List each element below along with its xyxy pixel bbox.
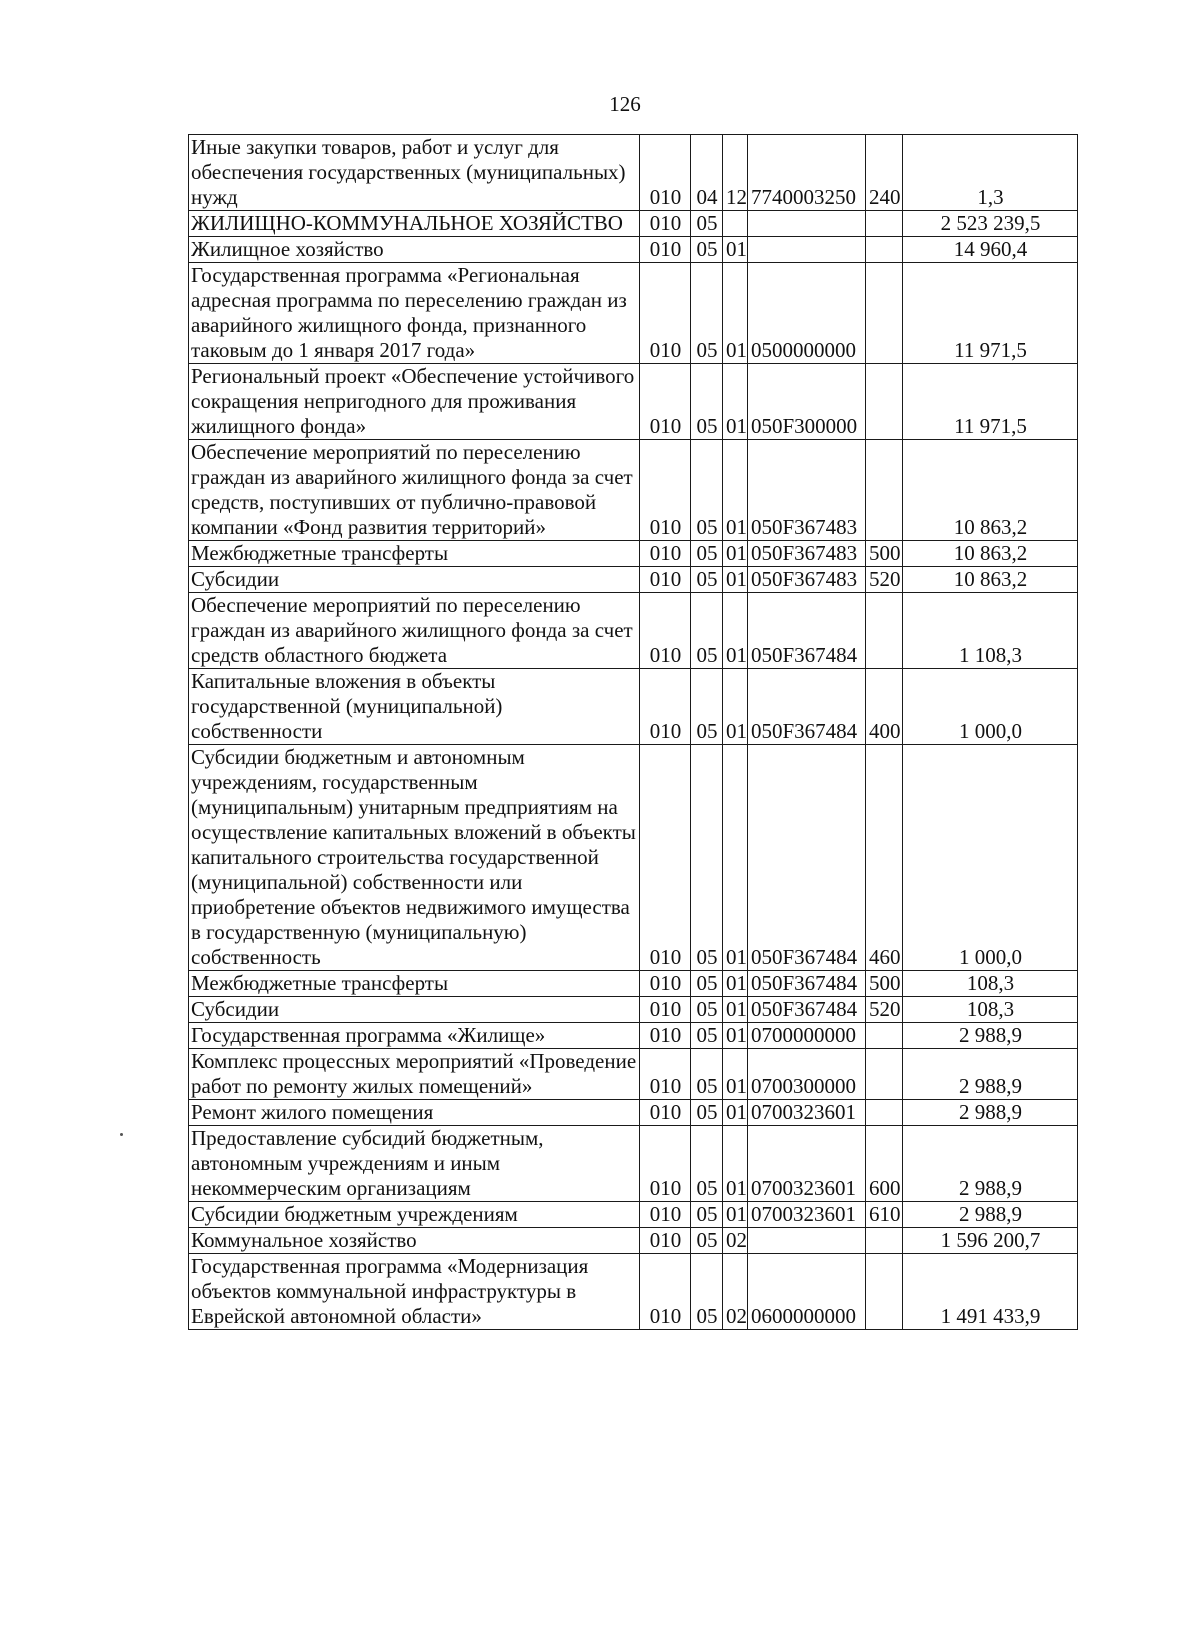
cell-expense-type-code: 460 — [866, 745, 903, 971]
cell-expense-type-code: 500 — [866, 541, 903, 567]
cell-target-code: 0700323601 — [748, 1126, 866, 1202]
cell-expense-type-code: 520 — [866, 567, 903, 593]
cell-amount: 2 988,9 — [903, 1023, 1078, 1049]
table-row — [189, 1023, 1078, 1049]
cell-name: Обеспечение мероприятий по переселению граждан из аварийного жилищного фонда за счет средств, поступивших от публично-правовой компании «Фонд развития территорий» — [189, 440, 640, 541]
cell-ministry-code: 010 — [640, 1126, 691, 1202]
cell-ministry-code: 010 — [640, 997, 691, 1023]
cell-section-code: 05 — [691, 263, 723, 364]
cell-section-code: 05 — [691, 567, 723, 593]
cell-expense-type-code: 240 — [866, 135, 903, 211]
cell-section-code: 05 — [691, 1100, 723, 1126]
cell-target-code: 0700000000 — [748, 1023, 866, 1049]
cell-amount: 1 108,3 — [903, 593, 1078, 669]
table-row — [189, 211, 1078, 237]
cell-name: Государственная программа «Жилище» — [189, 1023, 640, 1049]
cell-section-code: 05 — [691, 1126, 723, 1202]
cell-subsection-code: 01 — [723, 1126, 748, 1202]
cell-section-code: 05 — [691, 997, 723, 1023]
cell-target-code: 0700323601 — [748, 1100, 866, 1126]
cell-section-code: 05 — [691, 1049, 723, 1100]
cell-expense-type-code — [866, 1228, 903, 1254]
cell-name: Иные закупки товаров, работ и услуг для обеспечения государственных (муниципальных) нужд — [189, 135, 640, 211]
cell-ministry-code: 010 — [640, 1202, 691, 1228]
cell-expense-type-code — [866, 593, 903, 669]
table-row — [189, 541, 1078, 567]
cell-target-code: 0600000000 — [748, 1254, 866, 1330]
cell-target-code: 050F367484 — [748, 997, 866, 1023]
cell-subsection-code: 01 — [723, 237, 748, 263]
cell-subsection-code: 02 — [723, 1254, 748, 1330]
cell-subsection-code: 01 — [723, 997, 748, 1023]
budget-table — [188, 134, 1078, 1330]
cell-target-code: 0700323601 — [748, 1202, 866, 1228]
cell-section-code: 05 — [691, 1254, 723, 1330]
cell-target-code: 050F300000 — [748, 364, 866, 440]
page-number: 126 — [609, 92, 641, 116]
budget-table-body — [189, 135, 1078, 1330]
cell-target-code: 050F367484 — [748, 745, 866, 971]
cell-subsection-code: 01 — [723, 1023, 748, 1049]
table-row — [189, 971, 1078, 997]
cell-subsection-code: 01 — [723, 1100, 748, 1126]
cell-section-code: 05 — [691, 237, 723, 263]
table-row — [189, 263, 1078, 364]
table-row — [189, 997, 1078, 1023]
cell-section-code: 05 — [691, 1023, 723, 1049]
cell-section-code: 04 — [691, 135, 723, 211]
cell-name: Субсидии — [189, 567, 640, 593]
cell-amount: 2 523 239,5 — [903, 211, 1078, 237]
table-row — [189, 1228, 1078, 1254]
cell-name: Ремонт жилого помещения — [189, 1100, 640, 1126]
cell-target-code: 050F367484 — [748, 669, 866, 745]
cell-target-code: 050F367483 — [748, 567, 866, 593]
cell-subsection-code: 01 — [723, 1049, 748, 1100]
table-row — [189, 567, 1078, 593]
cell-ministry-code: 010 — [640, 440, 691, 541]
cell-target-code — [748, 1228, 866, 1254]
cell-ministry-code: 010 — [640, 745, 691, 971]
cell-name: Коммунальное хозяйство — [189, 1228, 640, 1254]
cell-amount: 108,3 — [903, 971, 1078, 997]
cell-target-code: 0700300000 — [748, 1049, 866, 1100]
cell-section-code: 05 — [691, 211, 723, 237]
cell-subsection-code: 01 — [723, 1202, 748, 1228]
cell-section-code: 05 — [691, 971, 723, 997]
cell-expense-type-code — [866, 237, 903, 263]
cell-name: Межбюджетные трансферты — [189, 541, 640, 567]
cell-name: Капитальные вложения в объекты государственной (муниципальной) собственности — [189, 669, 640, 745]
cell-expense-type-code — [866, 440, 903, 541]
cell-section-code: 05 — [691, 1202, 723, 1228]
cell-section-code: 05 — [691, 1228, 723, 1254]
cell-subsection-code: 01 — [723, 541, 748, 567]
cell-section-code: 05 — [691, 440, 723, 541]
cell-name: Межбюджетные трансферты — [189, 971, 640, 997]
table-row — [189, 1049, 1078, 1100]
cell-subsection-code: 01 — [723, 440, 748, 541]
table-row — [189, 135, 1078, 211]
cell-expense-type-code — [866, 211, 903, 237]
cell-ministry-code: 010 — [640, 135, 691, 211]
cell-expense-type-code: 400 — [866, 669, 903, 745]
cell-ministry-code: 010 — [640, 567, 691, 593]
cell-ministry-code: 010 — [640, 1049, 691, 1100]
cell-expense-type-code: 600 — [866, 1126, 903, 1202]
cell-ministry-code: 010 — [640, 237, 691, 263]
cell-amount: 14 960,4 — [903, 237, 1078, 263]
cell-expense-type-code — [866, 1023, 903, 1049]
table-row — [189, 440, 1078, 541]
cell-name: Обеспечение мероприятий по переселению граждан из аварийного жилищного фонда за счет средств областного бюджета — [189, 593, 640, 669]
cell-subsection-code: 02 — [723, 1228, 748, 1254]
cell-amount: 1 596 200,7 — [903, 1228, 1078, 1254]
cell-amount: 2 988,9 — [903, 1049, 1078, 1100]
cell-name: Государственная программа «Модернизация объектов коммунальной инфраструктуры в Еврейской автономной области» — [189, 1254, 640, 1330]
cell-amount: 1,3 — [903, 135, 1078, 211]
cell-section-code: 05 — [691, 541, 723, 567]
cell-target-code: 050F367483 — [748, 440, 866, 541]
cell-amount: 2 988,9 — [903, 1100, 1078, 1126]
cell-amount: 10 863,2 — [903, 440, 1078, 541]
cell-subsection-code: 01 — [723, 745, 748, 971]
cell-expense-type-code — [866, 364, 903, 440]
cell-subsection-code: 12 — [723, 135, 748, 211]
cell-subsection-code: 01 — [723, 971, 748, 997]
cell-subsection-code: 01 — [723, 567, 748, 593]
table-row — [189, 745, 1078, 971]
cell-ministry-code: 010 — [640, 1100, 691, 1126]
table-row — [189, 364, 1078, 440]
cell-target-code: 7740003250 — [748, 135, 866, 211]
cell-target-code: 050F367483 — [748, 541, 866, 567]
cell-expense-type-code — [866, 1254, 903, 1330]
cell-ministry-code: 010 — [640, 1254, 691, 1330]
cell-name: Комплекс процессных мероприятий «Проведение работ по ремонту жилых помещений» — [189, 1049, 640, 1100]
cell-amount: 10 863,2 — [903, 541, 1078, 567]
cell-ministry-code: 010 — [640, 593, 691, 669]
cell-subsection-code: 01 — [723, 669, 748, 745]
table-row — [189, 1202, 1078, 1228]
cell-expense-type-code: 610 — [866, 1202, 903, 1228]
cell-expense-type-code — [866, 263, 903, 364]
cell-amount: 1 000,0 — [903, 745, 1078, 971]
cell-section-code: 05 — [691, 745, 723, 971]
table-row — [189, 237, 1078, 263]
cell-expense-type-code — [866, 1100, 903, 1126]
cell-amount: 108,3 — [903, 997, 1078, 1023]
cell-name: Региональный проект «Обеспечение устойчивого сокращения непригодного для проживания жилищного фонда» — [189, 364, 640, 440]
table-row — [189, 1126, 1078, 1202]
cell-name: Субсидии бюджетным учреждениям — [189, 1202, 640, 1228]
cell-target-code: 050F367484 — [748, 971, 866, 997]
cell-expense-type-code — [866, 1049, 903, 1100]
cell-name: Предоставление субсидий бюджетным, автономным учреждениям и иным некоммерческим организациям — [189, 1126, 640, 1202]
cell-amount: 10 863,2 — [903, 567, 1078, 593]
cell-target-code: 050F367484 — [748, 593, 866, 669]
cell-expense-type-code: 520 — [866, 997, 903, 1023]
cell-name: Государственная программа «Региональная адресная программа по переселению граждан из аварийного жилищного фонда, признанного таковым до 1 января 2017 года» — [189, 263, 640, 364]
cell-section-code: 05 — [691, 364, 723, 440]
cell-name: Субсидии — [189, 997, 640, 1023]
cell-target-code: 0500000000 — [748, 263, 866, 364]
cell-subsection-code: 01 — [723, 593, 748, 669]
cell-expense-type-code: 500 — [866, 971, 903, 997]
cell-ministry-code: 010 — [640, 364, 691, 440]
cell-amount: 1 000,0 — [903, 669, 1078, 745]
cell-name: Субсидии бюджетным и автономным учреждениям, государственным (муниципальным) унитарным предприятиям на осуществление капитальных вложений в объекты капитального строительства государственной (муниципальной) собственности или приобретение объектов недвижимого имущества в государственную (муниципальную) собственность — [189, 745, 640, 971]
cell-target-code — [748, 237, 866, 263]
cell-section-code: 05 — [691, 593, 723, 669]
cell-subsection-code — [723, 211, 748, 237]
table-row — [189, 1100, 1078, 1126]
cell-ministry-code: 010 — [640, 1023, 691, 1049]
cell-ministry-code: 010 — [640, 1228, 691, 1254]
cell-amount: 11 971,5 — [903, 364, 1078, 440]
cell-name: Жилищное хозяйство — [189, 237, 640, 263]
cell-section-code: 05 — [691, 669, 723, 745]
cell-ministry-code: 010 — [640, 541, 691, 567]
table-row — [189, 669, 1078, 745]
cell-subsection-code: 01 — [723, 263, 748, 364]
cell-ministry-code: 010 — [640, 211, 691, 237]
cell-target-code — [748, 211, 866, 237]
cell-subsection-code: 01 — [723, 364, 748, 440]
cell-ministry-code: 010 — [640, 971, 691, 997]
cell-amount: 1 491 433,9 — [903, 1254, 1078, 1330]
cell-amount: 11 971,5 — [903, 263, 1078, 364]
table-row — [189, 1254, 1078, 1330]
cell-ministry-code: 010 — [640, 263, 691, 364]
cell-name: ЖИЛИЩНО-КОММУНАЛЬНОЕ ХОЗЯЙСТВО — [189, 211, 640, 237]
cell-amount: 2 988,9 — [903, 1202, 1078, 1228]
cell-ministry-code: 010 — [640, 669, 691, 745]
cell-amount: 2 988,9 — [903, 1126, 1078, 1202]
scan-speck — [120, 1133, 123, 1136]
table-row — [189, 593, 1078, 669]
